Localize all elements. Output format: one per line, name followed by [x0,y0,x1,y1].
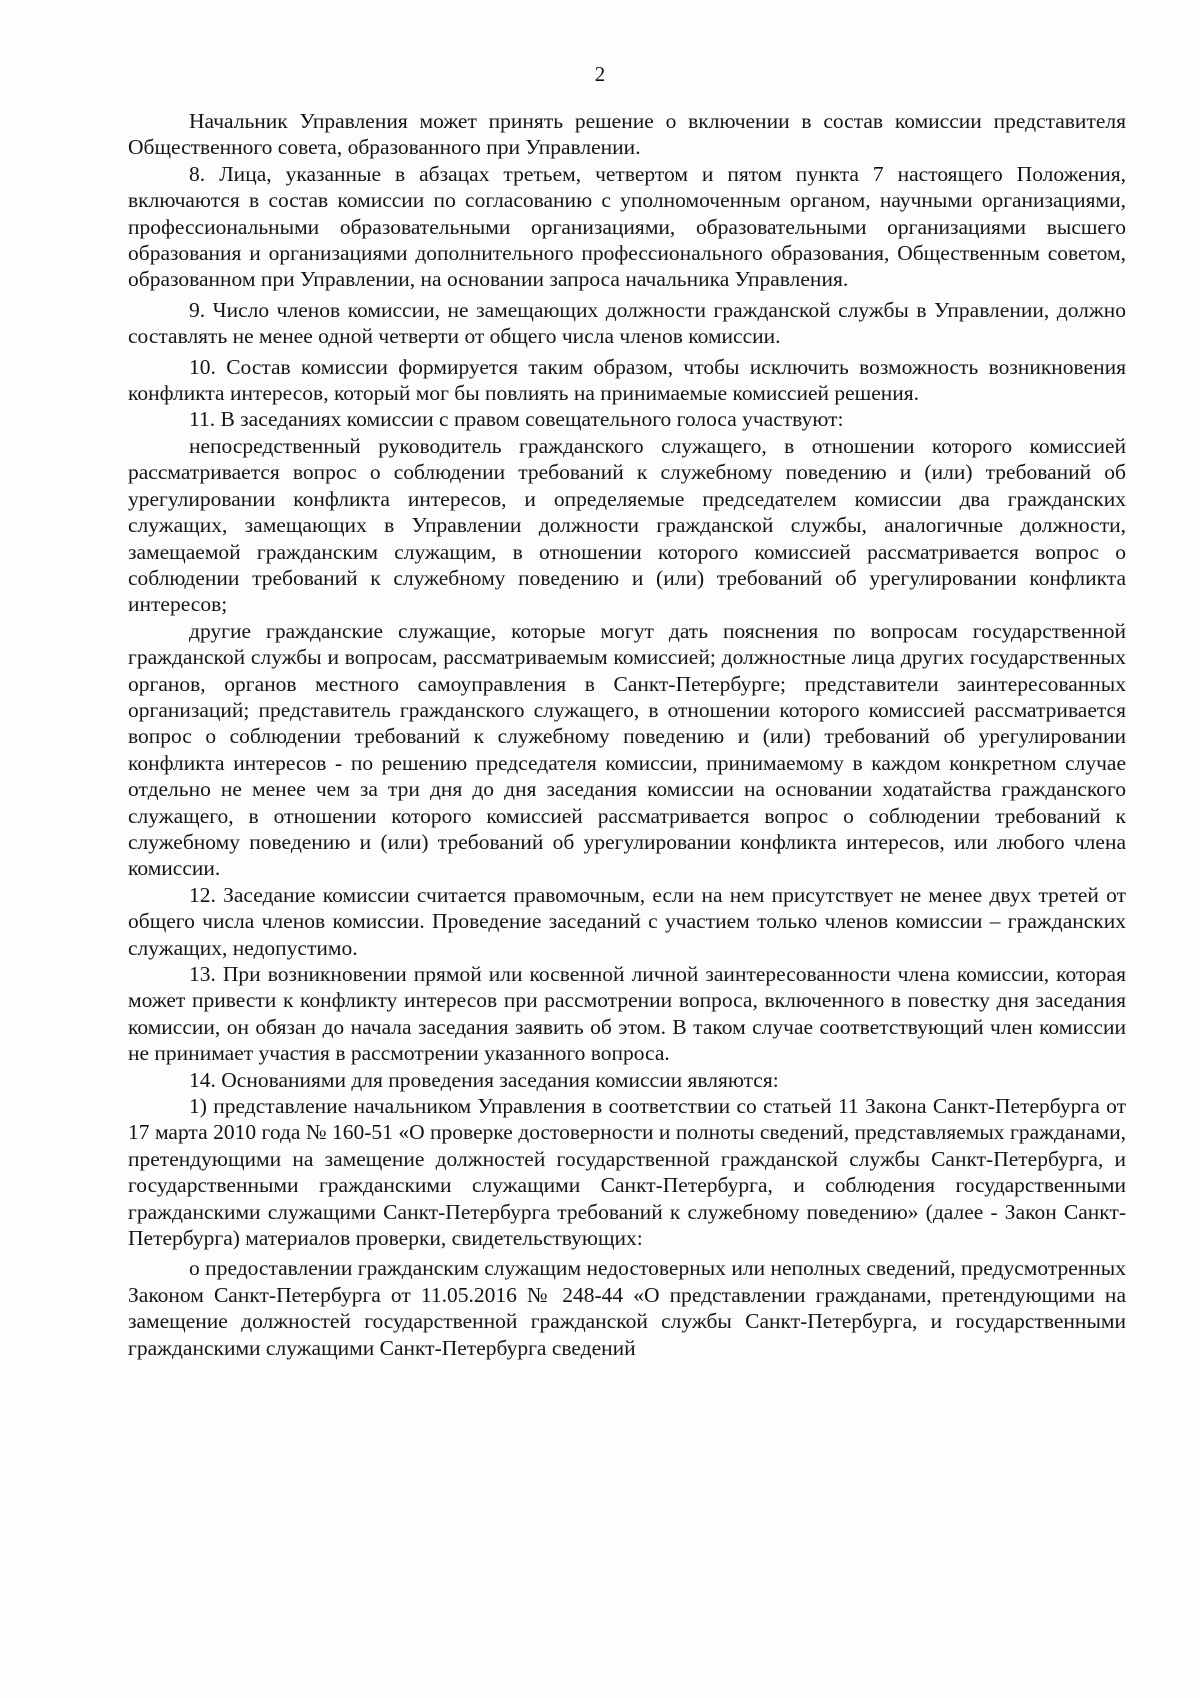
paragraph: 8. Лица, указанные в абзацах третьем, четвертом и пятом пункта 7 настоящего Положения, включаются в состав комиссии по согласованию с уполномоченным органом, научными организациями, профессиональными образовательными организациями, образовательными организациями высшего образования и организациями дополнительного профессионального образования, Общественным советом, образованном при Управлении, на основании запроса начальника Управления. [128,161,1126,292]
paragraph: 9. Число членов комиссии, не замещающих должности гражданской службы в Управлении, должно составлять не менее одной четверти от общего числа членов комиссии. [128,297,1126,349]
paragraph: 11. В заседаниях комиссии с правом совещательного голоса участвуют: [189,407,844,432]
paragraph: 1) представление начальником Управления в соответствии со статьей 11 Закона Санкт-Петербурга от 17 марта 2010 года № 160-51 «О проверке достоверности и полноты сведений, представляемых гражданами, претендующими на замещение должностей государственной гражданской службы Санкт-Петербурга, и государственными гражданскими служащими Санкт-Петербурга, и соблюдения государственными гражданскими служащими Санкт-Петербурга требований к служебному поведению» (далее - Закон Санкт-Петербурга) материалов проверки, свидетельствующих: [128,1094,1126,1251]
page-number: 2 [594,62,606,86]
paragraph: 14. Основаниями для проведения заседания комиссии являются: [189,1067,779,1092]
paragraph: непосредственный руководитель гражданского служащего, в отношении которого комиссией рассматривается вопрос о соблюдении требований к служебному поведению и (или) требований об урегулировании конфликта интересов, и определяемые председателем комиссии два гражданских служащих, замещающих в Управлении должности гражданской службы, аналогичные должности, замещаемой гражданским служащим, в отношении которого комиссией рассматривается вопрос о соблюдении требований к служебному поведению и (или) требований об урегулировании конфликта интересов; [128,433,1126,617]
paragraph: другие гражданские служащие, которые могут дать пояснения по вопросам государственной гражданской службы и вопросам, рассматриваемым комиссией; должностные лица других государственных органов, органов местного самоуправления в Санкт-Петербурге; представители заинтересованных организаций; представитель гражданского служащего, в отношении которого комиссией рассматривается вопрос о соблюдении требований к служебному поведению и (или) требований об урегулировании конфликта интересов - по решению председателя комиссии, принимаемому в каждом конкретном случае отдельно не менее чем за три дня до дня заседания комиссии на основании ходатайства гражданского служащего, в отношении которого комиссией рассматривается вопрос о соблюдении требований к служебному поведению и (или) требований об урегулировании конфликта интересов, или любого члена комиссии. [128,618,1126,881]
paragraph: о предоставлении гражданским служащим недостоверных или неполных сведений, предусмотренных Законом Санкт-Петербурга от 11.05.2016 № 248-44 «О представлении гражданами, претендующими на замещение должностей государственной гражданской службы Санкт-Петербурга, и государственными гражданскими служащими Санкт-Петербурга сведений [128,1256,1126,1360]
document-body [128,108,1126,1361]
paragraph: Начальник Управления может принять решение о включении в состав комиссии представителя Общественного совета, образованного при Управлении. [128,109,1126,160]
paragraph: 13. При возникновении прямой или косвенной личной заинтересованности члена комиссии, которая может привести к конфликту интересов при рассмотрении вопроса, включенного в повестку дня заседания комиссии, он обязан до начала заседания заявить об этом. В таком случае соответствующий член комиссии не принимает участия в рассмотрении указанного вопроса. [128,962,1126,1066]
paragraph: 12. Заседание комиссии считается правомочным, если на нем присутствует не менее двух третей от общего числа членов комиссии. Проведение заседаний с участием только членов комиссии – гражданских служащих, недопустимо. [128,882,1126,960]
paragraph: 10. Состав комиссии формируется таким образом, чтобы исключить возможность возникновения конфликта интересов, который мог бы повлиять на принимаемые комиссией решения. [128,354,1126,406]
